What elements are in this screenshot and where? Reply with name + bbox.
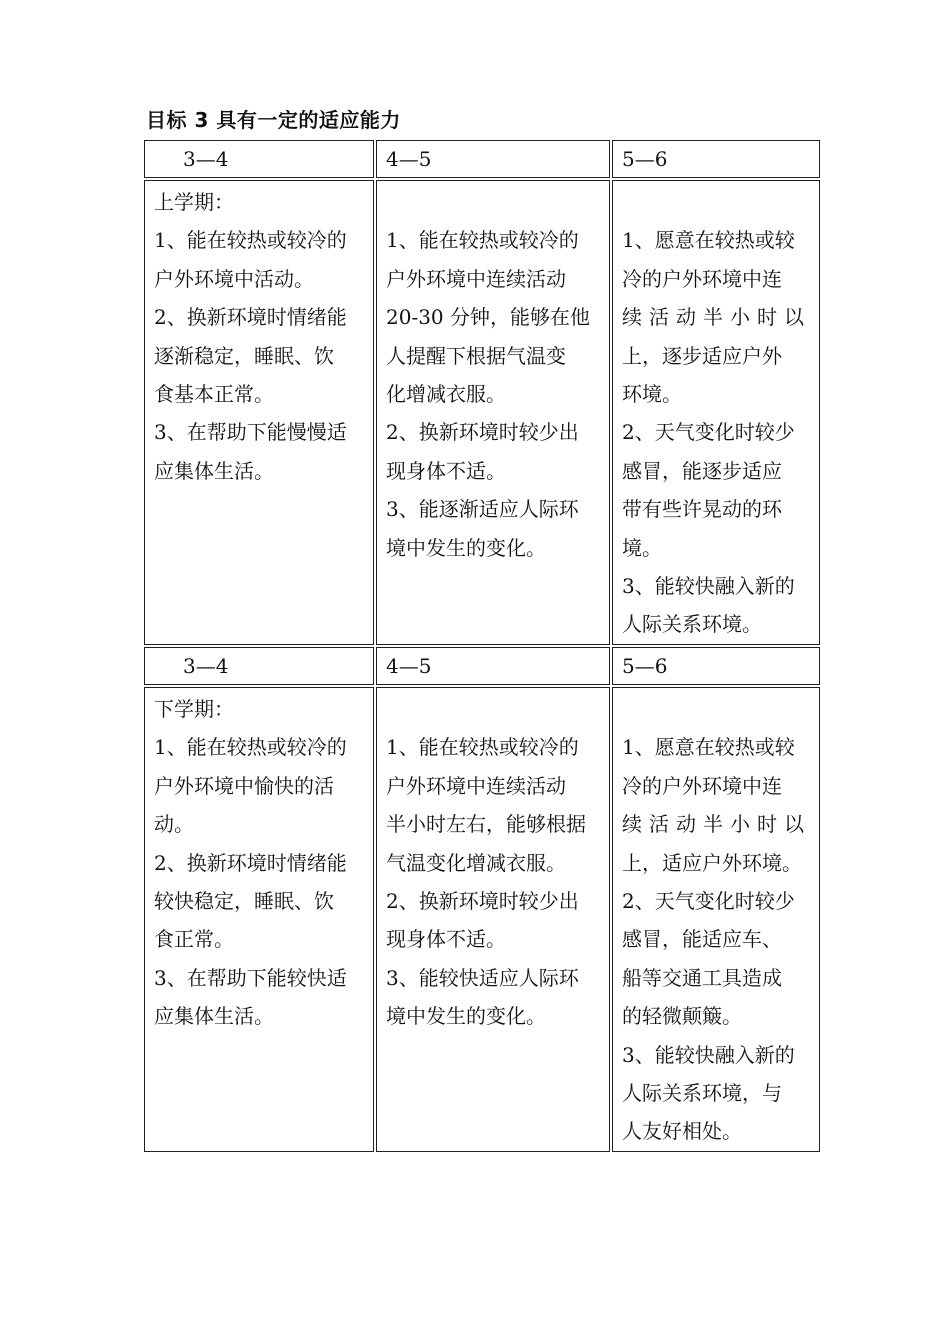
goal-text-line: 户外环境中连续活动 <box>386 773 566 798</box>
goal-text-line: 上学期： <box>154 190 234 214</box>
goal-text-line: 3、能较快融入新的 <box>622 574 795 599</box>
goal-text-line: 冷的户外环境中连 <box>622 773 782 798</box>
goal-text-line: 下学期： <box>154 696 234 721</box>
goal-text-line: 1、愿意在较热或较 <box>622 228 795 253</box>
goal-text-line: 3、能较快融入新的 <box>622 1042 795 1067</box>
goal-text-line <box>386 690 605 728</box>
goal-text-line: 3、能较快适应人际环 <box>386 965 579 990</box>
goal-text-line: 1、能在较热或较冷的 <box>154 735 347 760</box>
age-header-cell: 5—6 <box>612 140 820 178</box>
age-header-cell: 3—4 <box>144 647 374 685</box>
goal-text-line: 现身体不适。 <box>386 927 506 952</box>
age-header-cell: 4—5 <box>376 140 610 178</box>
age-header-row <box>144 647 820 685</box>
goal-text-line: 船等交通工具造成 <box>622 965 782 990</box>
age-header-cell: 5—6 <box>612 647 820 685</box>
goal-text-line <box>386 183 605 221</box>
goal-text-line: 带有些许晃动的环 <box>622 497 782 522</box>
goal-text-line: 1、能在较热或较冷的 <box>386 228 579 253</box>
goal-text-line: 1、能在较热或较冷的 <box>386 735 579 760</box>
goal-table-body <box>144 140 820 1152</box>
goal-text-line: 续活动半小时以 <box>622 305 811 330</box>
goal-content-row <box>144 687 820 1152</box>
goal-text-line: 人友好相处。 <box>622 1119 742 1144</box>
goal-text-line: 环境。 <box>622 382 682 407</box>
goal-text-line: 2、换新环境时情绪能 <box>154 305 347 330</box>
goal-text-line: 境中发生的变化。 <box>386 535 546 560</box>
goal-content-cell <box>612 180 820 645</box>
goal-text-line: 人际关系环境，与 <box>622 1080 782 1105</box>
goal-text-line: 境。 <box>622 535 662 560</box>
goal-text-line: 户外环境中活动。 <box>154 266 314 291</box>
goal-content-cell <box>376 180 610 645</box>
goal-text-line: 2、换新环境时较少出 <box>386 420 579 445</box>
age-header-cell: 4—5 <box>376 647 610 685</box>
goal-text-line: 3、在帮助下能较快适 <box>154 965 347 990</box>
goal-text-line: 1、能在较热或较冷的 <box>154 228 347 253</box>
goal-text-line: 户外环境中连续活动 <box>386 266 566 291</box>
goal-text-line: 上，适应户外环境。 <box>622 850 802 875</box>
goal-text-line: 食正常。 <box>154 927 234 952</box>
goal-content-cell <box>376 687 610 1152</box>
goal-text-line: 2、天气变化时较少 <box>622 888 795 913</box>
goal-text-line: 3、在帮助下能慢慢适 <box>154 420 347 445</box>
goal-text-line: 感冒，能适应车、 <box>622 927 782 952</box>
goal-text-line: 2、换新环境时较少出 <box>386 888 579 913</box>
goal-text-line: 感冒，能逐步适应 <box>622 458 782 483</box>
goal-text-line: 3、能逐渐适应人际环 <box>386 497 579 522</box>
age-header-cell: 3—4 <box>144 140 374 178</box>
goal-text-line: 现身体不适。 <box>386 458 506 483</box>
goal-text-line: 气温变化增减衣服。 <box>386 850 566 875</box>
goal-text-line: 1、愿意在较热或较 <box>622 735 795 760</box>
goal-text-line: 户外环境中愉快的活 <box>154 773 334 798</box>
goal-content-cell <box>144 180 374 645</box>
page-title: 目标 3 具有一定的适应能力 <box>146 108 401 132</box>
goal-content-cell <box>144 687 374 1152</box>
goal-text-line: 逐渐稳定，睡眠、饮 <box>154 343 334 368</box>
goal-text-line: 的轻微颠簸。 <box>622 1004 742 1029</box>
goal-text-line: 食基本正常。 <box>154 382 274 407</box>
goal-text-line: 续活动半小时以 <box>622 812 811 837</box>
goal-text-line: 人际关系环境。 <box>622 612 762 637</box>
goal-text-line: 冷的户外环境中连 <box>622 266 782 291</box>
goal-text-line: 动。 <box>154 812 194 837</box>
age-header-row <box>144 140 820 178</box>
goal-text-line: 20-30 分钟，能够在他 <box>386 305 591 330</box>
goal-text-line <box>622 183 815 221</box>
goal-text-line: 境中发生的变化。 <box>386 1004 546 1029</box>
goal-table <box>142 138 822 1154</box>
goal-text-line: 应集体生活。 <box>154 1004 274 1029</box>
goal-text-line: 2、天气变化时较少 <box>622 420 795 445</box>
goal-content-cell <box>612 687 820 1152</box>
goal-text-line: 化增减衣服。 <box>386 382 506 407</box>
goal-text-line <box>622 690 815 728</box>
goal-text-line: 2、换新环境时情绪能 <box>154 850 347 875</box>
goal-text-line: 人提醒下根据气温变 <box>386 343 566 368</box>
goal-text-line: 上，逐步适应户外 <box>622 343 782 368</box>
goal-text-line: 半小时左右，能够根据 <box>386 812 586 837</box>
goal-text-line: 应集体生活。 <box>154 458 274 483</box>
goal-text-line: 较快稳定，睡眠、饮 <box>154 888 334 913</box>
goal-content-row <box>144 180 820 645</box>
